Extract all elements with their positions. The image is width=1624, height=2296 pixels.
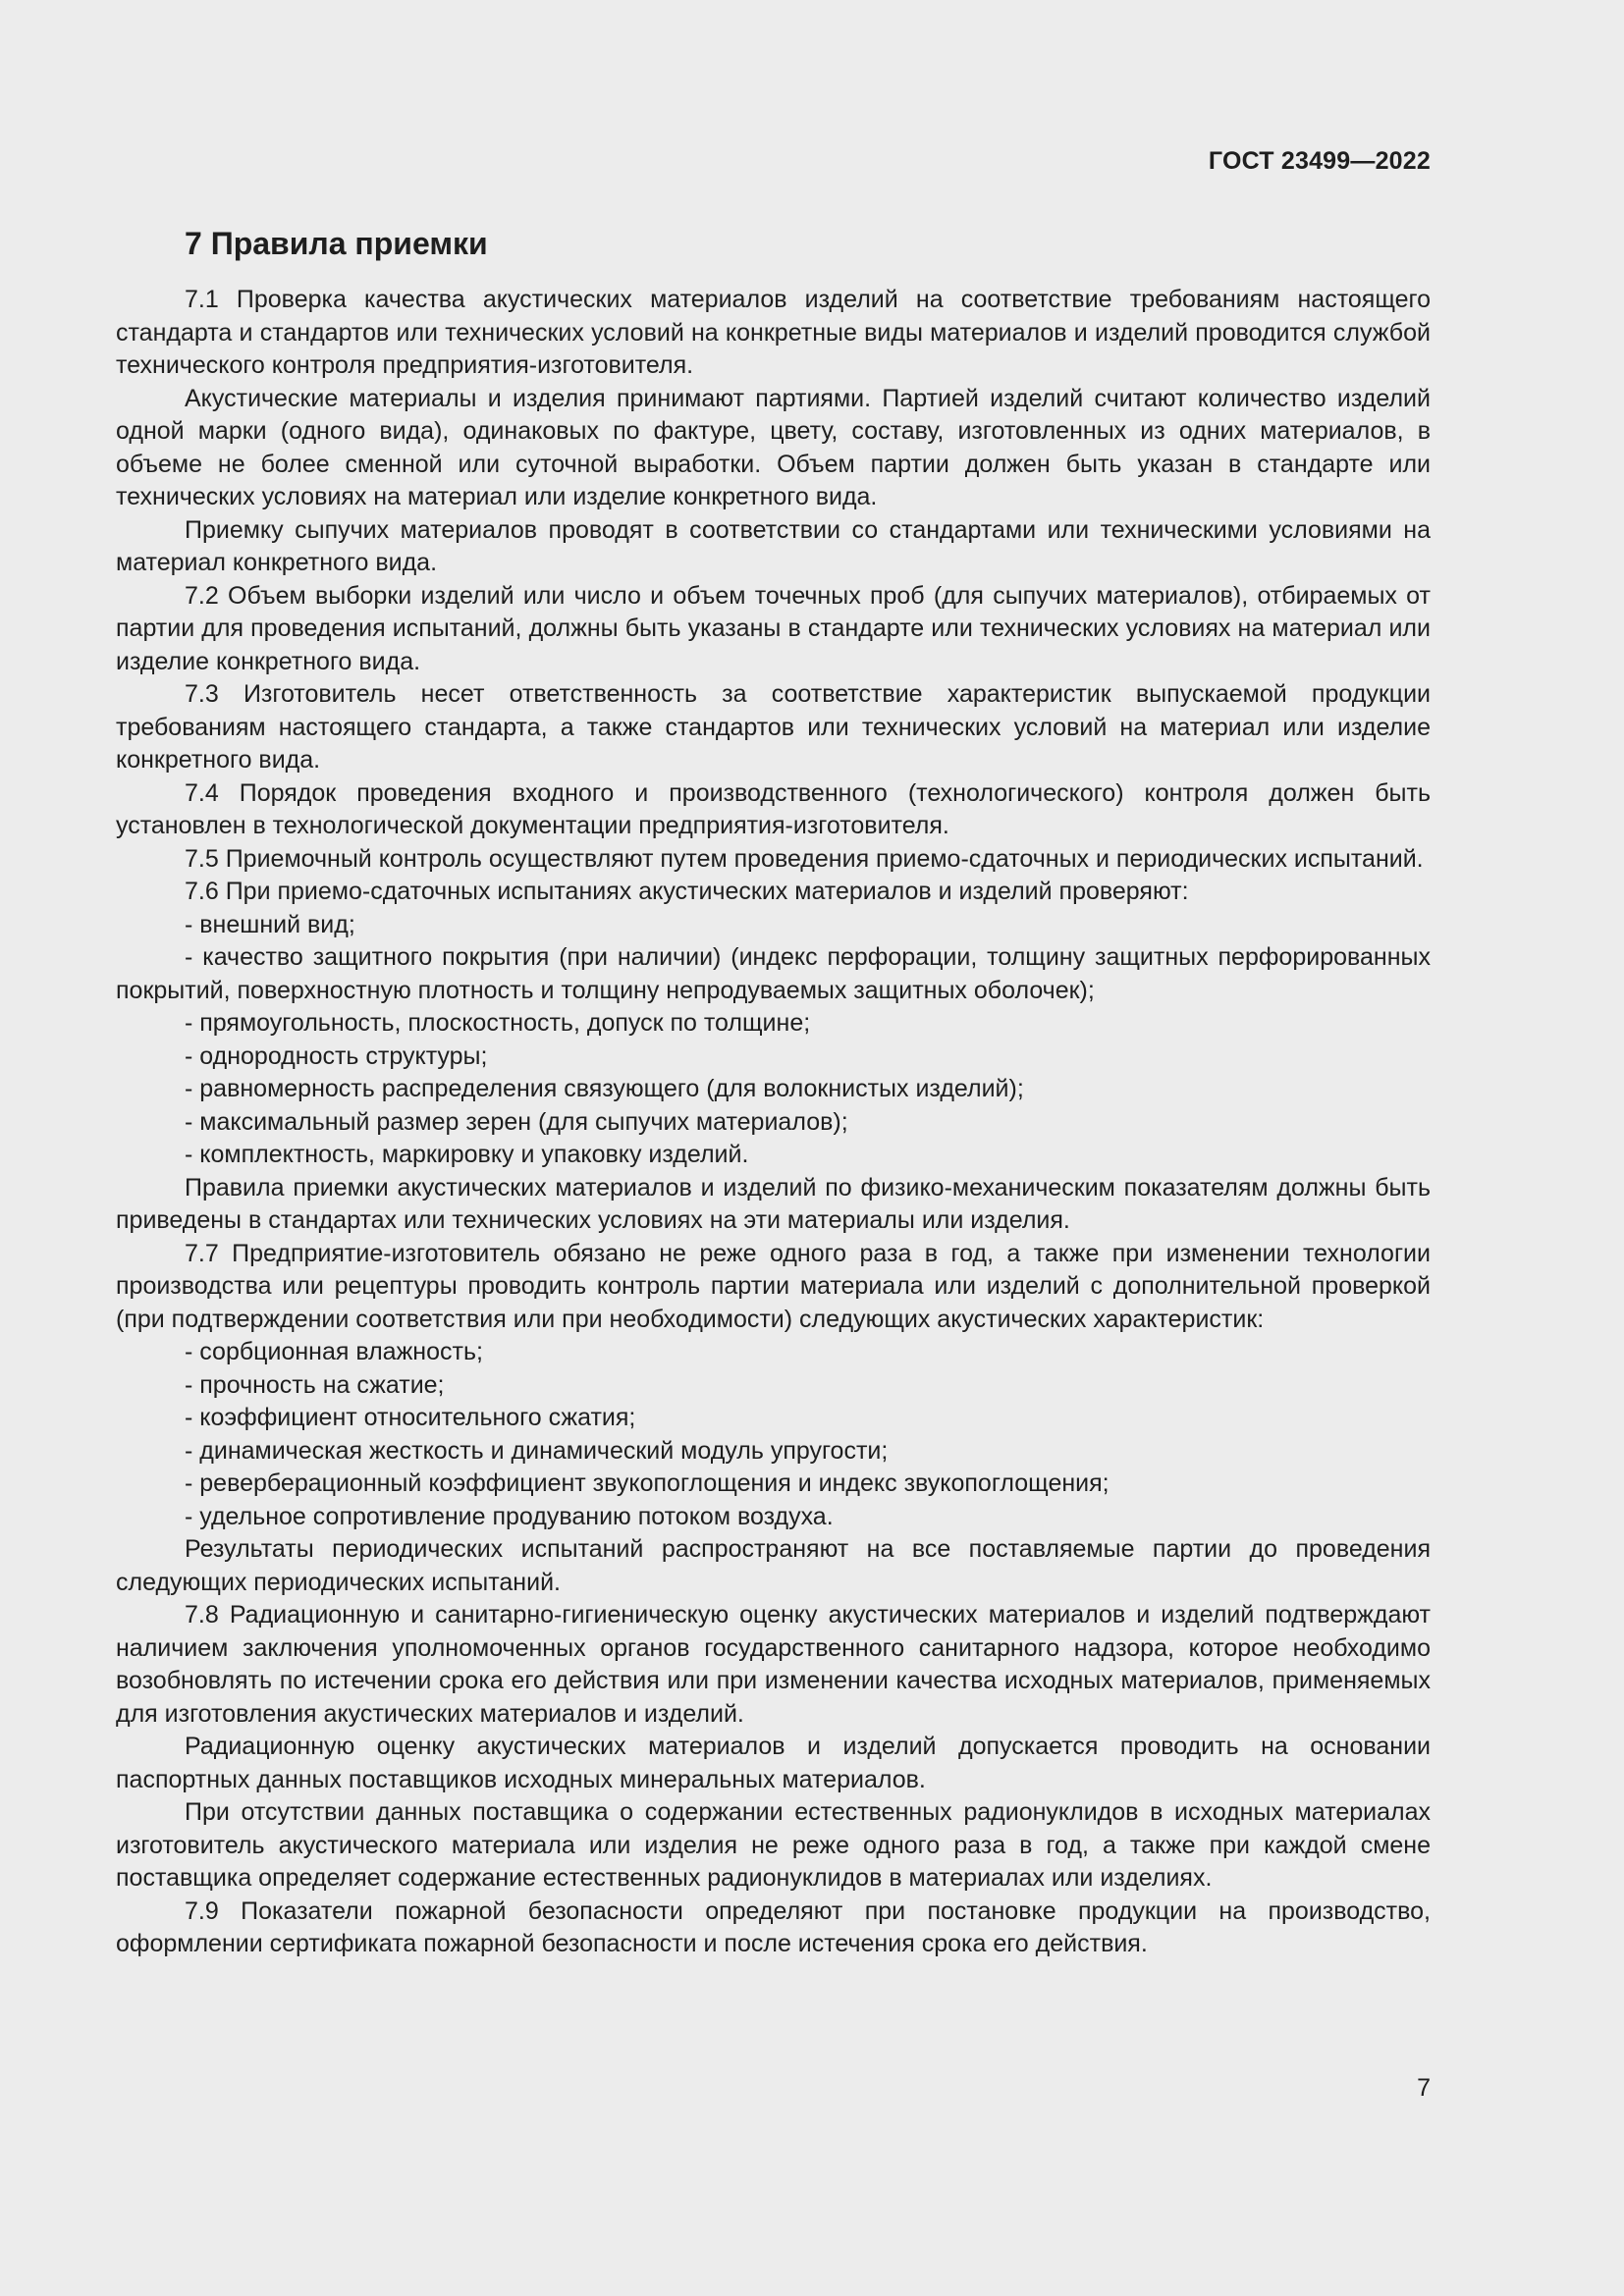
list-item: - прямоугольность, плоскостность, допуск по толщине; [185,1009,811,1037]
document-code: ГОСТ 23499—2022 [1208,147,1431,175]
paragraph-7-3: 7.3 Изготовитель несет ответственность за соответствие характеристик выпускаемой продукции требованиям настоящего стандарта, а также стандартов или технических условий на материал или изделие конкретного вида. [116,680,1431,774]
list-item: - прочность на сжатие; [185,1370,445,1399]
paragraph-7-1: 7.1 Проверка качества акустических материалов изделий на соответствие требованиям настоящего стандарта и стандартов или технических условий на конкретные виды материалов и изделий проводится службой технического контроля предприятия-изготовителя. [116,286,1431,379]
section-body [116,284,1431,1961]
paragraph-7-2: 7.2 Объем выборки изделий или число и объем точечных проб (для сыпучих материалов), отбираемых от партии для проведения испытаний, должны быть указаны в стандарте или технических условиях на материал или изделие конкретного вида. [116,581,1431,675]
list-item: - максимальный размер зерен (для сыпучих материалов); [185,1107,848,1136]
paragraph-7-8: 7.8 Радиационную и санитарно-гигиеническую оценку акустических материалов и изделий подтверждают наличием заключения уполномоченных органов государственного санитарного надзора, которое необходимо возобновлять по истечении срока его действия или при изменении качества исходных материалов, применяемых для изготовления акустических материалов и изделий. [116,1601,1431,1728]
paragraph-7-5: 7.5 Приемочный контроль осуществляют путем проведения приемо-сдаточных и периодических испытаний. [185,844,1424,873]
paragraph-7-6: 7.6 При приемо-сдаточных испытаниях акустических материалов и изделий проверяют: [185,878,1189,905]
paragraph-7-8-radionuclides: При отсутствии данных поставщика о содержании естественных радионуклидов в исходных материалах изготовитель акустического материала или изделия не реже одного раза в год, а также при каждой смене поставщика определяет содержание естественных радионуклидов в материалах или изделиях. [116,1798,1431,1892]
paragraph-7-8-radiation: Радиационную оценку акустических материалов и изделий допускается проводить на основании паспортных данных поставщиков исходных минеральных материалов. [116,1733,1431,1793]
paragraph-7-4: 7.4 Порядок проведения входного и производственного (технологического) контроля должен быть установлен в технологической документации предприятия-изготовителя. [116,778,1431,839]
section-title: 7 Правила приемки [185,226,488,261]
paragraph-7-7-results: Результаты периодических испытаний распространяют на все поставляемые партии до проведения следующих периодических испытаний. [116,1535,1431,1596]
paragraph-7-1-bulk: Приемку сыпучих материалов проводят в соответствии со стандартами или техническими условиями на материал конкретного вида. [116,515,1431,576]
list-item: - качество защитного покрытия (при наличии) (индекс перфорации, толщину защитных перфорированных покрытий, поверхностную плотность и толщину непродуваемых защитных оболочек); [116,943,1431,1004]
list-item: - однородность структуры; [185,1041,488,1070]
list-item: - комплектность, маркировку и упаковку изделий. [185,1141,749,1168]
list-item: - коэффициент относительного сжатия; [185,1404,636,1431]
list-item: - внешний вид; [185,910,355,938]
list-item: - равномерность распределения связующего (для волокнистых изделий); [185,1075,1024,1102]
list-item: - удельное сопротивление продуванию потоком воздуха. [185,1502,834,1530]
paragraph-7-6-rules: Правила приемки акустических материалов и изделий по физико-механическим показателям должны быть приведены в стандартах или технических условиях на эти материалы или изделия. [116,1173,1431,1234]
list-item: - сорбционная влажность; [185,1338,483,1365]
list-item: - реверберационный коэффициент звукопоглощения и индекс звукопоглощения; [185,1469,1110,1497]
page-number: 7 [1417,2074,1431,2102]
paragraph-7-7: 7.7 Предприятие-изготовитель обязано не реже одного раза в год, а также при изменении технологии производства или рецептуры проводить контроль партии материала или изделий с дополнительной проверкой (при подтверждении соответствия или при необходимости) следующих акустических характеристик: [116,1239,1431,1333]
list-item: - динамическая жесткость и динамический модуль упругости; [185,1436,889,1465]
paragraph-7-1-batches: Акустические материалы и изделия принимают партиями. Партией изделий считают количество изделий одной марки (одного вида), одинаковых по фактуре, цвету, составу, изготовленных из одних материалов, в объеме не более сменной или суточной выработки. Объем партии должен быть указан в стандарте или технических условиях на материал или изделие конкретного вида. [116,384,1431,510]
paragraph-7-9: 7.9 Показатели пожарной безопасности определяют при постановке продукции на производство, оформлении сертификата пожарной безопасности и после истечения срока его действия. [116,1896,1431,1957]
